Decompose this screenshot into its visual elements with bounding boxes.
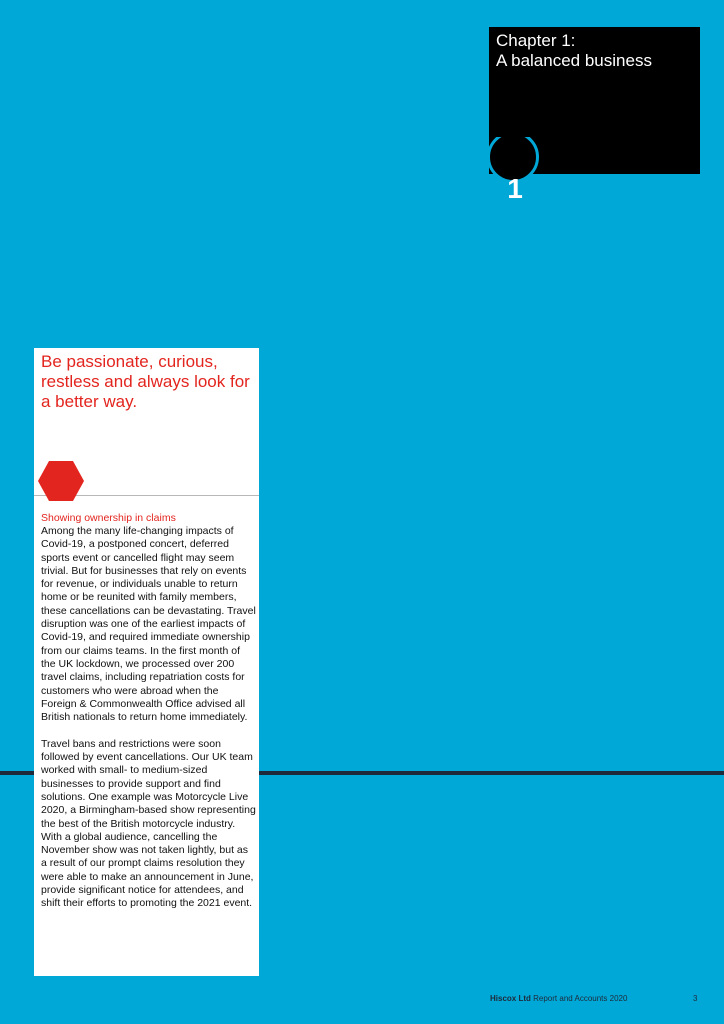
hexagon-icon (37, 460, 85, 502)
page-footer (490, 994, 627, 1003)
chapter-header-box (489, 27, 700, 204)
content-panel (34, 348, 259, 976)
chapter-title: Chapter 1: A balanced business (496, 31, 652, 70)
body-text (41, 525, 256, 924)
paragraph: Among the many life-changing impacts of Covid-19, a postponed concert, deferred sports event or cancelled flight may seem trivial. But for businesses that rely on events for revenue, or individuals unable to return home or be reunited with family members, these cancellations can be devastating. Travel disruption was one of the earliest impacts of Covid-19, and required immediate ownership from our claims teams. In the first month of the UK lockdown, we processed over 200 travel claims, including repatriation costs for customers who were abroad when the Foreign & Commonwealth Office advised all British nationals to return home immediately. (41, 525, 256, 724)
footer-brand: Hiscox Ltd (490, 994, 531, 1003)
chapter-number: 1 (507, 173, 523, 204)
paragraph: Travel bans and restrictions were soon followed by event cancellations. Our UK team worked with small- to medium-sized businesses to provide support and find solutions. One example was Motorcycle Live 2020, a Birmingham-based show representing the best of the British motorcycle industry. With a global audience, cancelling the November show was not taken lightly, but as a result of our prompt claims resolution they were able to make an announcement in June, provide significant notice for attendees, and shift their efforts to promoting the 2021 event. (41, 737, 256, 910)
value-quote: Be passionate, curious, restless and always look for a better way. (41, 352, 250, 411)
section-heading: Showing ownership in claims (41, 512, 176, 524)
footer-report-title: Report and Accounts 2020 (530, 994, 628, 1003)
page-number: 3 (693, 994, 698, 1003)
